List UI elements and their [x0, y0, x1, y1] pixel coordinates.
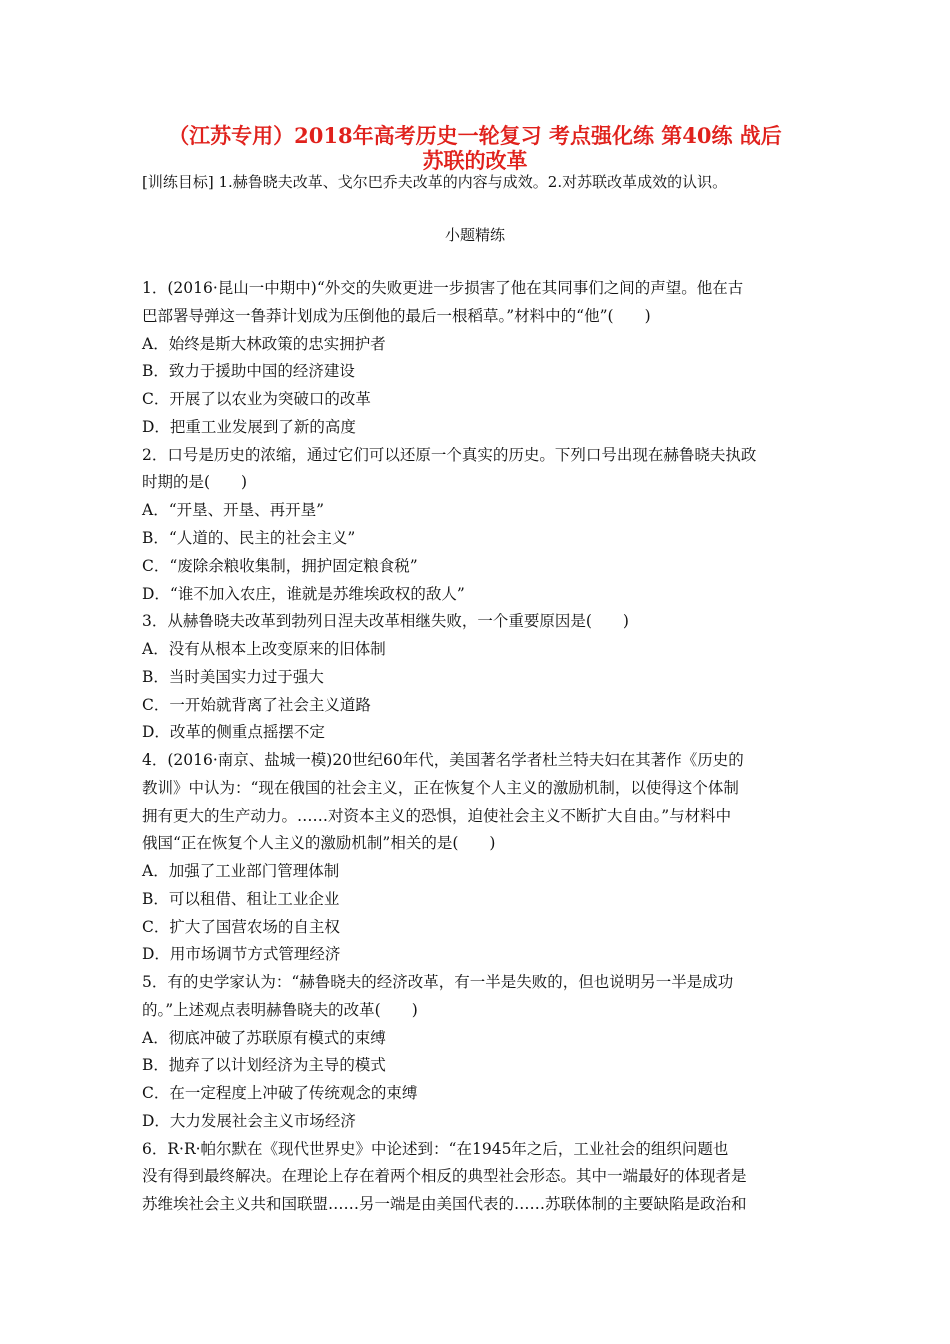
question-1-option-d: D．把重工业发展到了新的高度: [142, 418, 356, 436]
question-5-option-b: B．抛弃了以计划经济为主导的模式: [142, 1056, 386, 1074]
question-4-option-d: D．用市场调节方式管理经济: [142, 945, 341, 963]
question-2-option-b: B．“人道的、民主的社会主义”: [142, 529, 356, 547]
question-4-line-3: 拥有更大的生产动力。……对资本主义的恐惧，迫使社会主义不断扩大自由。”与材料中: [142, 807, 732, 825]
question-5-line-2: 的。”上述观点表明赫鲁晓夫的改革( ): [142, 1001, 418, 1019]
question-3-line-1: 3．从赫鲁晓夫改革到勃列日涅夫改革相继失败，一个重要原因是( ): [142, 612, 629, 630]
question-3-option-b: B．当时美国实力过于强大: [142, 668, 324, 686]
question-3-option-c: C．一开始就背离了社会主义道路: [142, 696, 371, 714]
question-4-option-c: C．扩大了国营农场的自主权: [142, 918, 340, 936]
document-title-line-2: 苏联的改革: [422, 148, 528, 173]
question-5-option-a: A．彻底冲破了苏联原有模式的束缚: [142, 1029, 386, 1047]
question-4-line-1: 4．(2016·南京、盐城一模)20世纪60年代，美国著名学者杜兰特夫妇在其著作《历史的: [142, 751, 744, 769]
question-6-line-1: 6．R·R·帕尔默在《现代世界史》中论述到：“在1945年之后，工业社会的组织问题也: [142, 1140, 729, 1158]
question-1-option-a: A．始终是斯大林政策的忠实拥护者: [142, 335, 386, 353]
question-1-line-2: 巴部署导弹这一鲁莽计划成为压倒他的最后一根稻草。”材料中的“他”( ): [142, 307, 651, 325]
question-4-line-2: 教训》中认为：“现在俄国的社会主义，正在恢复个人主义的激励机制，以使得这个体制: [142, 779, 739, 797]
question-2-option-d: D．“谁不加入农庄，谁就是苏维埃政权的敌人”: [142, 585, 465, 603]
question-5-line-1: 5．有的史学家认为：“赫鲁晓夫的经济改革，有一半是失败的，但也说明另一半是成功: [142, 973, 734, 991]
question-4-line-4: 俄国“正在恢复个人主义的激励机制”相关的是( ): [142, 834, 496, 852]
question-5-option-c: C．在一定程度上冲破了传统观念的束缚: [142, 1084, 418, 1102]
question-2-option-a: A．“开垦、开垦、再开垦”: [142, 501, 325, 519]
question-4-option-a: A．加强了工业部门管理体制: [142, 862, 340, 880]
question-2-line-2: 时期的是( ): [142, 473, 248, 491]
question-1-option-c: C．开展了以农业为突破口的改革: [142, 390, 371, 408]
question-2-option-c: C．“废除余粮收集制，拥护固定粮食税”: [142, 557, 418, 575]
question-5-option-d: D．大力发展社会主义市场经济: [142, 1112, 356, 1130]
document-title-line-1: （江苏专用）2018年高考历史一轮复习 考点强化练 第40练 战后: [168, 123, 782, 148]
question-6-line-3: 苏维埃社会主义共和国联盟……另一端是由美国代表的……苏联体制的主要缺陷是政治和: [142, 1195, 747, 1213]
section-title: 小题精练: [444, 226, 505, 244]
question-4-option-b: B．可以租借、租让工业企业: [142, 890, 340, 908]
question-1-line-1: 1．(2016·昆山一中期中)“外交的失败更进一步损害了他在其同事们之间的声望。他在古: [142, 279, 744, 297]
question-6-line-2: 没有得到最终解决。在理论上存在着两个相反的典型社会形态。其中一端最好的体现者是: [142, 1167, 747, 1185]
question-3-option-d: D．改革的侧重点摇摆不定: [142, 723, 325, 741]
training-objective: [训练目标] 1.赫鲁晓夫改革、戈尔巴乔夫改革的内容与成效。2.对苏联改革成效的认识。: [142, 173, 728, 191]
question-3-option-a: A．没有从根本上改变原来的旧体制: [142, 640, 386, 658]
question-1-option-b: B．致力于援助中国的经济建设: [142, 362, 355, 380]
question-2-line-1: 2．口号是历史的浓缩，通过它们可以还原一个真实的历史。下列口号出现在赫鲁晓夫执政: [142, 446, 757, 464]
